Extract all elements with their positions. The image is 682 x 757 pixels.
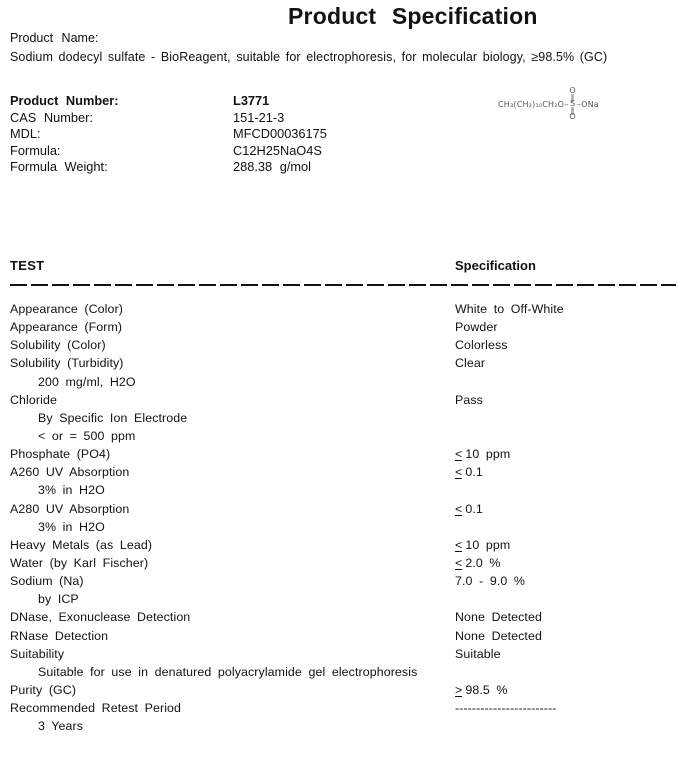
product-number-label: Product Number:	[10, 93, 119, 108]
table-row	[10, 375, 676, 393]
page-title: Product Specification	[288, 3, 538, 29]
table-row	[10, 665, 676, 683]
spec-value: None Detected	[455, 610, 542, 625]
table-row	[10, 719, 676, 737]
table-row	[10, 465, 676, 483]
product-number-value: L3771	[233, 93, 270, 108]
less-than-or-equal-symbol: <	[455, 555, 463, 570]
formula-weight-label: Formula Weight:	[10, 159, 108, 175]
test-name: Water (by Karl Fischer)	[10, 555, 149, 570]
specification-column-header: Specification	[455, 258, 536, 273]
spec-value: < 0.1	[455, 465, 483, 480]
spec-value: < 0.1	[455, 501, 483, 516]
greater-than-or-equal-symbol: >	[455, 682, 463, 697]
test-name: DNase, Exonuclease Detection	[10, 610, 191, 625]
test-name: by ICP	[38, 592, 79, 607]
spec-value: ------------------------	[455, 701, 557, 716]
table-row	[10, 320, 676, 338]
table-row	[10, 574, 676, 592]
less-than-or-equal-symbol: <	[455, 447, 463, 462]
chemical-structure-diagram	[498, 88, 599, 121]
table-row	[10, 556, 676, 574]
test-name: Appearance (Color)	[10, 302, 123, 316]
structure-sulfate-group	[569, 88, 576, 121]
table-row	[10, 629, 676, 647]
less-than-or-equal-symbol: <	[455, 501, 463, 516]
test-name: 3% in H2O	[38, 483, 105, 498]
test-name: 3 Years	[38, 719, 84, 734]
structure-bond-left: –	[564, 99, 569, 109]
test-name: 3% in H2O	[38, 519, 105, 534]
test-name: Heavy Metals (as Lead)	[10, 537, 153, 552]
structure-bond-right: –	[576, 99, 582, 109]
table-row	[10, 647, 676, 665]
formula-value: C12H25NaO4S	[233, 142, 322, 158]
less-than-or-equal-symbol: <	[455, 537, 463, 552]
test-name: Chloride	[10, 392, 57, 407]
test-name: Purity (GC)	[10, 682, 77, 697]
spec-value: Colorless	[455, 338, 508, 353]
table-row	[10, 502, 676, 520]
table-row	[10, 447, 676, 465]
detail-row-formula	[10, 143, 682, 160]
table-row	[10, 411, 676, 429]
table-row	[10, 520, 676, 538]
structure-left-chain: CH₃(CH₂)₁₀CH₂O	[498, 99, 565, 109]
cas-number-label: CAS Number:	[10, 109, 93, 125]
spec-value: 7.0 - 9.0 %	[455, 574, 526, 589]
table-row	[10, 302, 676, 320]
detail-row-mdl	[10, 126, 682, 143]
product-name-label: Product Name:	[10, 31, 99, 45]
spec-value: < 10 ppm	[455, 447, 511, 462]
mdl-label: MDL:	[10, 126, 41, 142]
test-name: Sodium (Na)	[10, 574, 84, 589]
table-row	[10, 683, 676, 701]
table-row	[10, 429, 676, 447]
structure-right-group: ONa	[581, 99, 599, 109]
table-row	[10, 701, 676, 719]
test-name: A260 UV Absorption	[10, 465, 130, 480]
test-name: RNase Detection	[10, 628, 109, 643]
spec-value: Suitable	[455, 646, 501, 661]
table-row	[10, 393, 676, 411]
spec-table-rows	[10, 302, 676, 737]
detail-row-formula-weight	[10, 159, 682, 176]
structure-sulfur: S	[570, 99, 576, 108]
product-name-value: Sodium dodecyl sulfate - BioReagent, suitable for electrophoresis, for molecular biology, ≥98.5% (GC)	[10, 50, 608, 64]
spec-value: < 10 ppm	[455, 537, 511, 552]
test-name: Solubility (Turbidity)	[10, 356, 124, 371]
test-column-header: TEST	[10, 258, 45, 273]
test-name: Solubility (Color)	[10, 338, 106, 353]
spec-value: Clear	[455, 356, 486, 371]
structure-double-bond-bottom: ‖	[570, 105, 575, 115]
table-row	[10, 592, 676, 610]
test-name: Appearance (Form)	[10, 320, 123, 335]
test-name: < or = 500 ppm	[38, 428, 136, 443]
table-row	[10, 483, 676, 501]
mdl-value: MFCD00036175	[233, 126, 327, 142]
less-than-or-equal-symbol: <	[455, 465, 463, 480]
structure-bottom-oxygen: O	[569, 112, 576, 121]
structure-double-bond-top: ‖	[570, 92, 575, 102]
formula-weight-value: 288.38 g/mol	[233, 159, 311, 175]
structure-top-oxygen: O	[569, 86, 576, 95]
table-header-divider	[10, 284, 676, 286]
spec-value: Powder	[455, 320, 498, 335]
spec-value: None Detected	[455, 628, 542, 643]
formula-label: Formula:	[10, 142, 61, 158]
test-name: Suitable for use in denatured polyacrylamide gel electrophoresis	[38, 664, 418, 679]
spec-value: White to Off-White	[455, 302, 564, 316]
test-name: Recommended Retest Period	[10, 701, 182, 716]
table-row	[10, 610, 676, 628]
test-name: A280 UV Absorption	[10, 501, 130, 516]
test-name: 200 mg/ml, H2O	[38, 374, 136, 389]
test-name: By Specific Ion Electrode	[38, 410, 188, 425]
test-name: Phosphate (PO4)	[10, 447, 111, 462]
spec-value: < 2.0 %	[455, 555, 501, 570]
table-row	[10, 538, 676, 556]
table-row	[10, 356, 676, 374]
table-row	[10, 338, 676, 356]
spec-value: Pass	[455, 392, 483, 407]
spec-value: > 98.5 %	[455, 682, 508, 697]
test-name: Suitability	[10, 646, 65, 661]
cas-number-value: 151-21-3	[233, 109, 285, 125]
